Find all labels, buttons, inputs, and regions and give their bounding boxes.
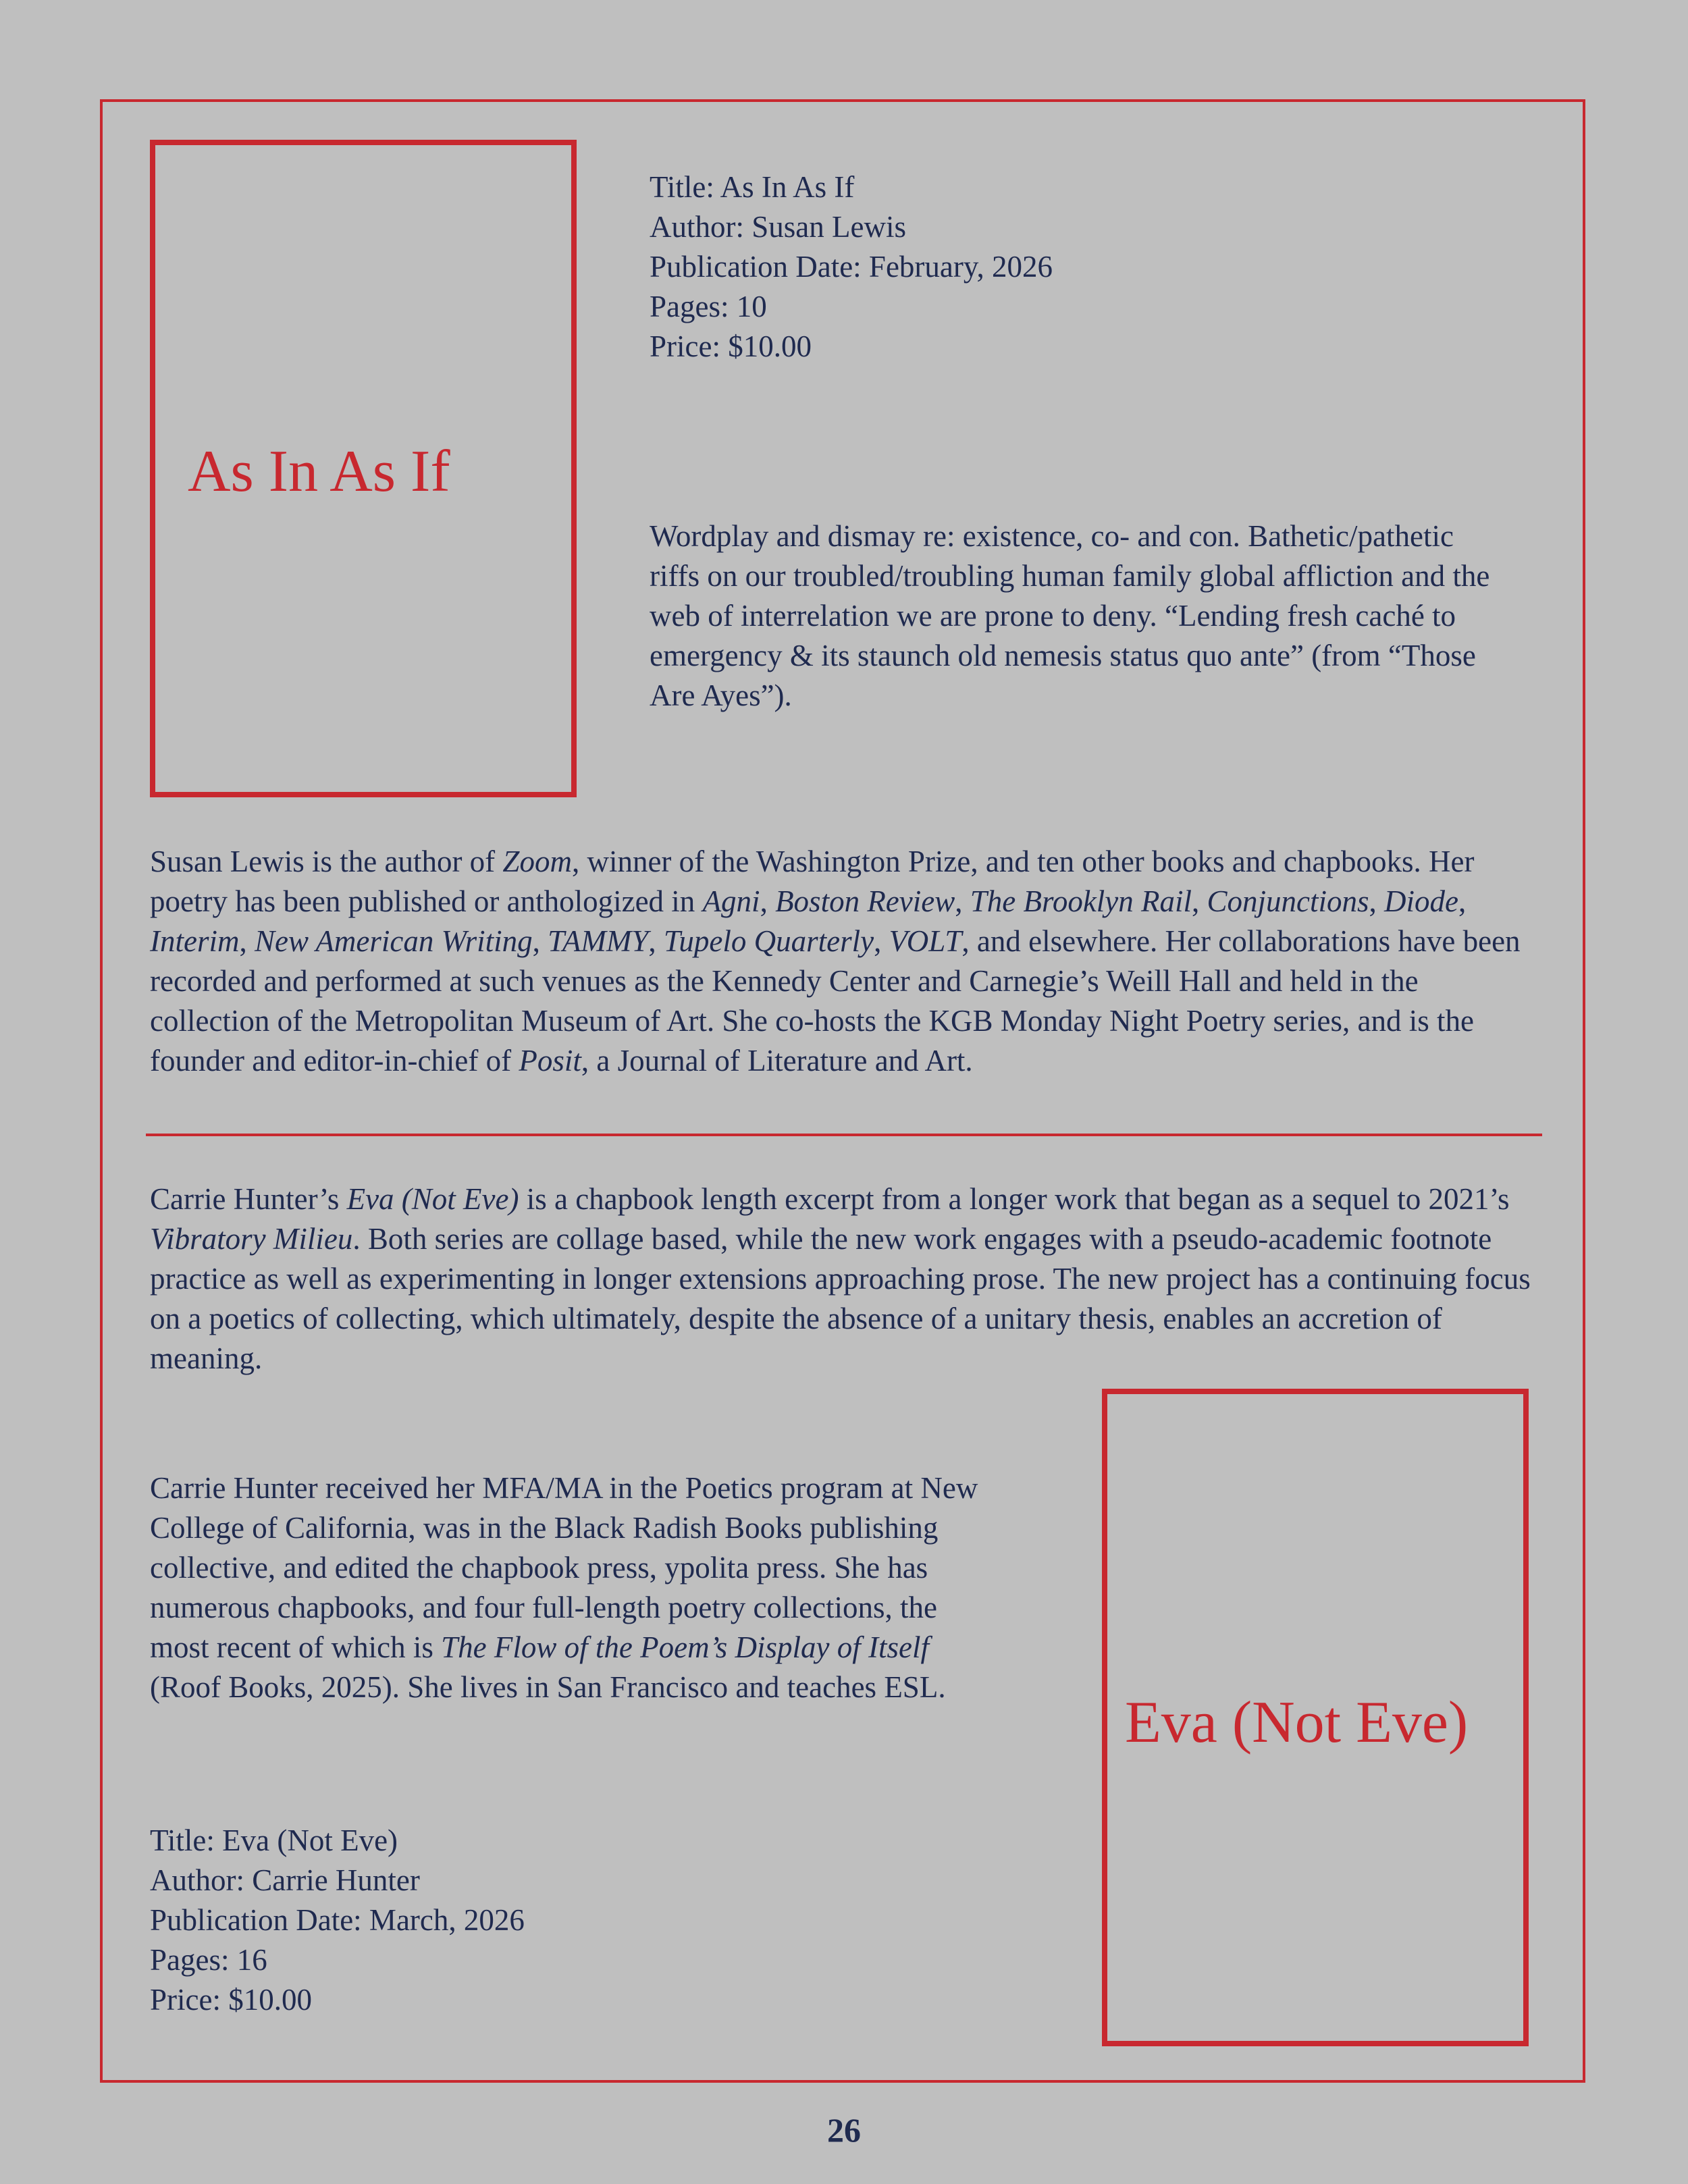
- book2-description: Carrie Hunter’s Eva (Not Eve) is a chapbook length excerpt from a longer work that began as a sequel to 2021’s Vibratory Milieu. Both series are collage based, while the new work engages with a pseudo-academic footnote practice as well as experimenting in longer extensions approaching prose. The new project has a continuing focus on a poetics of collecting, which ultimately, despite the absence of a unitary thesis, enables an accretion of meaning.: [150, 1182, 1531, 1375]
- section-divider: [146, 1134, 1542, 1136]
- book2-metadata: [150, 1821, 525, 2020]
- meta-price: Price: $10.00: [150, 1983, 312, 2017]
- meta-title: Title: As In As If: [650, 170, 855, 204]
- meta-title: Title: Eva (Not Eve): [150, 1823, 398, 1857]
- book1-description: Wordplay and dismay re: existence, co- and con. Bathetic/pathetic riffs on our troubled/troubling human family global affliction and the web of interrelation we are prone to deny. “Lending fresh caché to emergency & its staunch old nemesis status quo ante” (from “Those Are Ayes”).: [650, 519, 1490, 712]
- meta-author: Author: Susan Lewis: [650, 210, 906, 244]
- meta-author: Author: Carrie Hunter: [150, 1863, 420, 1897]
- page-number: 26: [827, 2111, 861, 2149]
- carrie-hunter-bio: Carrie Hunter received her MFA/MA in the Poetics program at New College of California, was in the Black Radish Books publishing collective, and edited the chapbook press, ypolita press. She has numerous chapbooks, and four full-length poetry collections, the most recent of which is The Flow of the Poem’s Display of Itself (Roof Books, 2025). She lives in San Francisco and teaches ESL.: [150, 1471, 978, 1704]
- meta-pages: Pages: 16: [150, 1943, 267, 1977]
- meta-price: Price: $10.00: [650, 329, 812, 363]
- book1-metadata: [650, 167, 1053, 367]
- susan-lewis-bio: Susan Lewis is the author of Zoom, winner of the Washington Prize, and ten other books and chapbooks. Her poetry has been published or anthologized in Agni, Boston Review, The Brooklyn Rail, Conjunctions, Diode, Interim, New American Writing, TAMMY, Tupelo Quarterly, VOLT, and elsewhere. Her collaborations have been recorded and performed at such venues as the Kennedy Center and Carnegie’s Weill Hall and held in the collection of the Metropolitan Museum of Art. She co-hosts the KGB Monday Night Poetry series, and is the founder and editor-in-chief of Posit, a Journal of Literature and Art.: [150, 845, 1521, 1077]
- meta-publication-date: Publication Date: March, 2026: [150, 1903, 525, 1937]
- meta-pages: Pages: 10: [650, 290, 767, 323]
- cover-title: As In As If: [188, 439, 450, 504]
- cover-title: Eva (Not Eve): [1125, 1690, 1469, 1755]
- meta-publication-date: Publication Date: February, 2026: [650, 250, 1053, 284]
